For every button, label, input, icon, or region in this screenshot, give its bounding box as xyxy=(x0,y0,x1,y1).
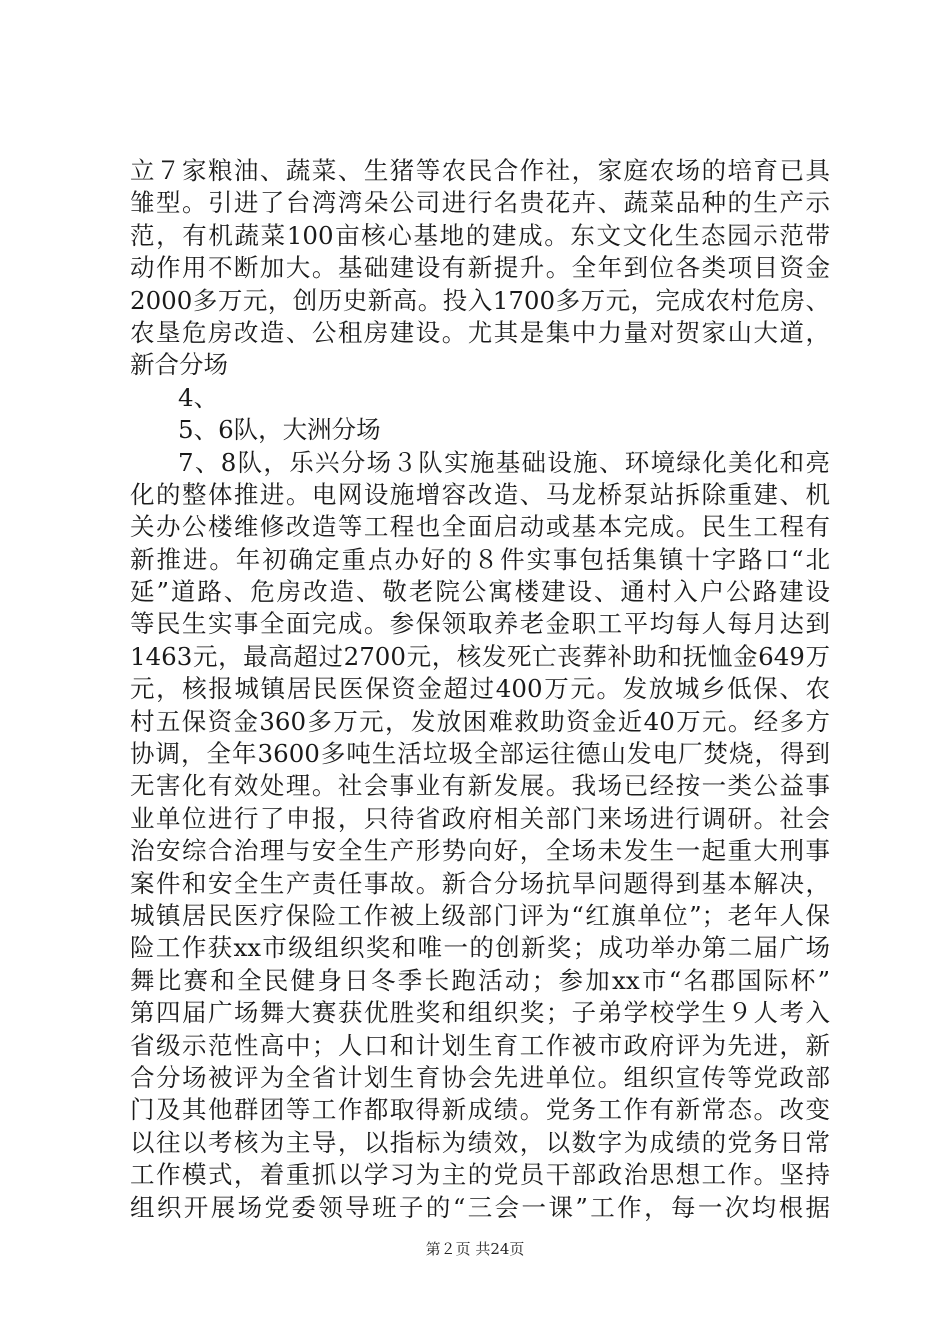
text-line: 雏型。引进了台湾湾朵公司进行名贵花卉、蔬菜品种的生产示 xyxy=(130,188,830,218)
text-line: 城镇居民医疗保险工作被上级部门评为“红旗单位”；老年人保 xyxy=(130,900,830,930)
text-line: 化的整体推进。电网设施增容改造、马龙桥泵站拆除重建、机 xyxy=(130,479,830,509)
text-line: 5、6队，大洲分场 xyxy=(178,415,381,445)
text-line: 村五保资金360多万元，发放困难救助资金近40万元。经多方 xyxy=(130,706,830,736)
text-line: 工作模式，着重抓以学习为主的党员干部政治思想工作。坚持 xyxy=(130,1160,830,1190)
text-line: 业单位进行了申报，只待省政府相关部门来场进行调研。社会 xyxy=(130,803,830,833)
text-line: 案件和安全生产责任事故。新合分场抗旱问题得到基本解决， xyxy=(130,868,830,898)
text-line: 第四届广场舞大赛获优胜奖和组织奖；子弟学校学生９人考入 xyxy=(130,998,830,1028)
text-line: 4、 xyxy=(178,382,219,412)
text-line: 以往以考核为主导，以指标为绩效，以数字为成绩的党务日常 xyxy=(130,1127,830,1157)
page-footer: 第２页 共24页 xyxy=(425,1240,525,1258)
text-line: 等民生实事全面完成。参保领取养老金职工平均每人每月达到 xyxy=(130,609,830,639)
text-line: 组织开展场党委领导班子的“三会一课”工作，每一次均根据 xyxy=(130,1192,830,1222)
text-line: 农垦危房改造、公租房建设。尤其是集中力量对贺家山大道， xyxy=(130,317,830,347)
text-line: 关办公楼维修改造等工程也全面启动或基本完成。民生工程有 xyxy=(130,512,830,542)
text-line: 7、8队，乐兴分场３队实施基础设施、环境绿化美化和亮 xyxy=(178,447,830,477)
text-line: 治安综合治理与安全生产形势向好，全场未发生一起重大刑事 xyxy=(130,836,830,866)
text-line: 范，有机蔬菜100亩核心基地的建成。东文文化生态园示范带 xyxy=(130,220,830,250)
text-line: 立７家粮油、蔬菜、生猪等农民合作社，家庭农场的培育已具 xyxy=(130,156,830,185)
text-line: 省级示范性高中；人口和计划生育工作被市政府评为先进，新 xyxy=(130,1030,830,1060)
text-line: 舞比赛和全民健身日冬季长跑活动；参加xx市“名郡国际杯” xyxy=(130,965,830,995)
body-text xyxy=(130,155,830,1224)
text-line: 延”道路、危房改造、敬老院公寓楼建设、通村入户公路建设 xyxy=(130,577,830,607)
text-line: 动作用不断加大。基础建设有新提升。全年到位各类项目资金 xyxy=(130,253,830,283)
text-line: 协调，全年3600多吨生活垃圾全部运往德山发电厂焚烧，得到 xyxy=(130,739,830,769)
text-line: 2000多万元，创历史新高。投入1700多万元，完成农村危房、 xyxy=(130,285,830,315)
text-line: 1463元，最高超过2700元，核发死亡丧葬补助和抚恤金649万 xyxy=(130,641,830,671)
text-line: 新推进。年初确定重点办好的８件实事包括集镇十字路口“北 xyxy=(130,544,830,574)
text-line: 新合分场 xyxy=(130,350,228,380)
text-line: 元，核报城镇居民医保资金超过400万元。发放城乡低保、农 xyxy=(130,674,830,704)
text-line: 门及其他群团等工作都取得新成绩。党务工作有新常态。改变 xyxy=(130,1095,830,1125)
text-line: 险工作获xx市级组织奖和唯一的创新奖；成功举办第二届广场 xyxy=(130,933,830,963)
text-line: 无害化有效处理。社会事业有新发展。我场已经按一类公益事 xyxy=(130,771,830,801)
text-line: 合分场被评为全省计划生育协会先进单位。组织宣传等党政部 xyxy=(130,1062,830,1092)
